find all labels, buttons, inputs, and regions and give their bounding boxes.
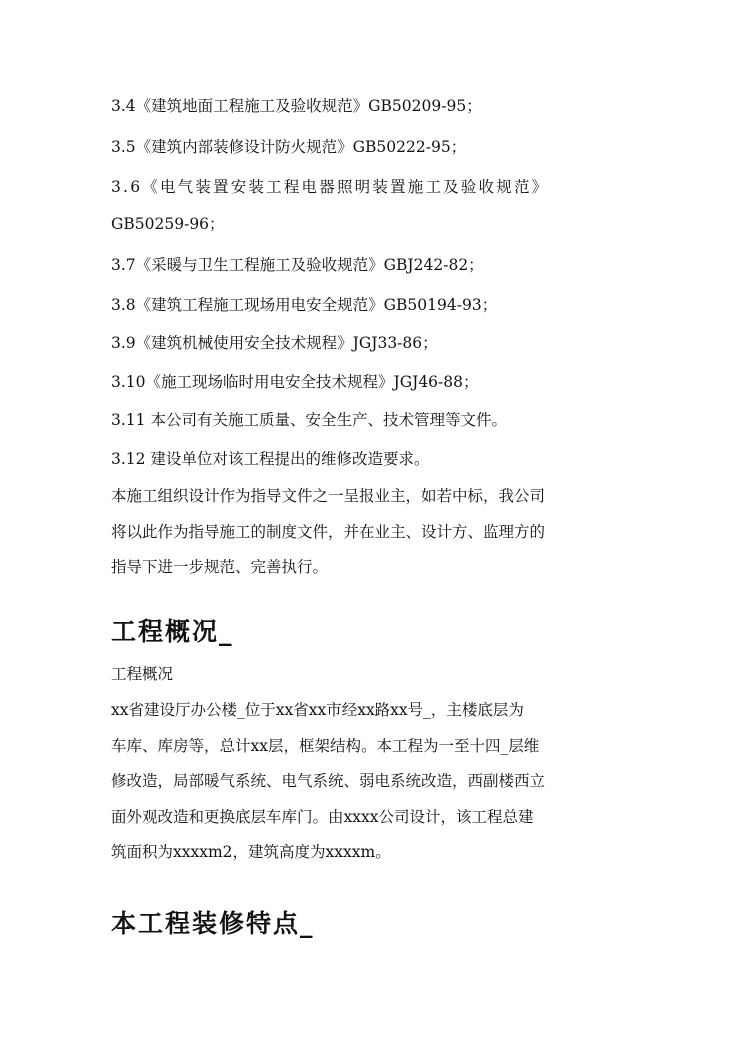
reference-item-3-10: 3.10《施工现场临时用电安全技术规程》JGJ46-88； xyxy=(111,373,479,391)
overview-paragraph xyxy=(111,693,639,871)
reference-item-3-7: 3.7《采暖与卫生工程施工及验收规范》GBJ242-82； xyxy=(111,256,484,274)
overview-line: 筑面积为xxxxm2，建筑高度为xxxxm。 xyxy=(111,843,391,861)
overview-line: 面外观改造和更换底层车库门。由xxxx公司设计，该工程总建 xyxy=(111,807,534,826)
reference-item-3-6-code: GB50259-96； xyxy=(111,215,225,233)
overview-line: xx省建设厅办公楼_位于xx省xx市经xx路xx号_，主楼底层为 xyxy=(111,701,524,719)
overview-line: 修改造，局部暖气系统、电气系统、弱电系统改造，西副楼西立 xyxy=(111,772,546,790)
section-heading-features: 本工程装修特点_ xyxy=(111,909,315,938)
reference-item-3-5: 3.5《建筑内部装修设计防火规范》GB50222-95； xyxy=(111,138,467,156)
reference-item-3-8: 3.8《建筑工程施工现场用电安全规范》GB50194-93； xyxy=(111,296,498,314)
reference-item-3-9: 3.9《建筑机械使用安全技术规程》JGJ33-86； xyxy=(111,334,438,352)
reference-item-3-4: 3.4《建筑地面工程施工及验收规范》GB50209-95； xyxy=(111,97,482,115)
intro-line: 指导下进一步规范、完善执行。 xyxy=(111,558,329,576)
reference-item-3-6: 3.6《电气装置安装工程电器照明装置施工及验收规范》 xyxy=(111,178,550,196)
intro-line: 将以此作为指导施工的制度文件，并在业主、设计方、监理方的 xyxy=(111,522,546,541)
reference-item-3-12: 3.12 建设单位对该工程提出的维修改造要求。 xyxy=(111,450,430,468)
intro-paragraph xyxy=(111,479,639,586)
section-heading-overview: 工程概况_ xyxy=(111,617,234,646)
reference-item-3-11: 3.11 本公司有关施工质量、安全生产、技术管理等文件。 xyxy=(111,411,507,429)
overview-line: 车库、库房等，总计xx层，框架结构。本工程为一至十四_层维 xyxy=(111,736,540,755)
section-subheading-overview: 工程概况 xyxy=(111,665,174,683)
intro-line: 本施工组织设计作为指导文件之一呈报业主，如若中标，我公司 xyxy=(111,487,546,505)
